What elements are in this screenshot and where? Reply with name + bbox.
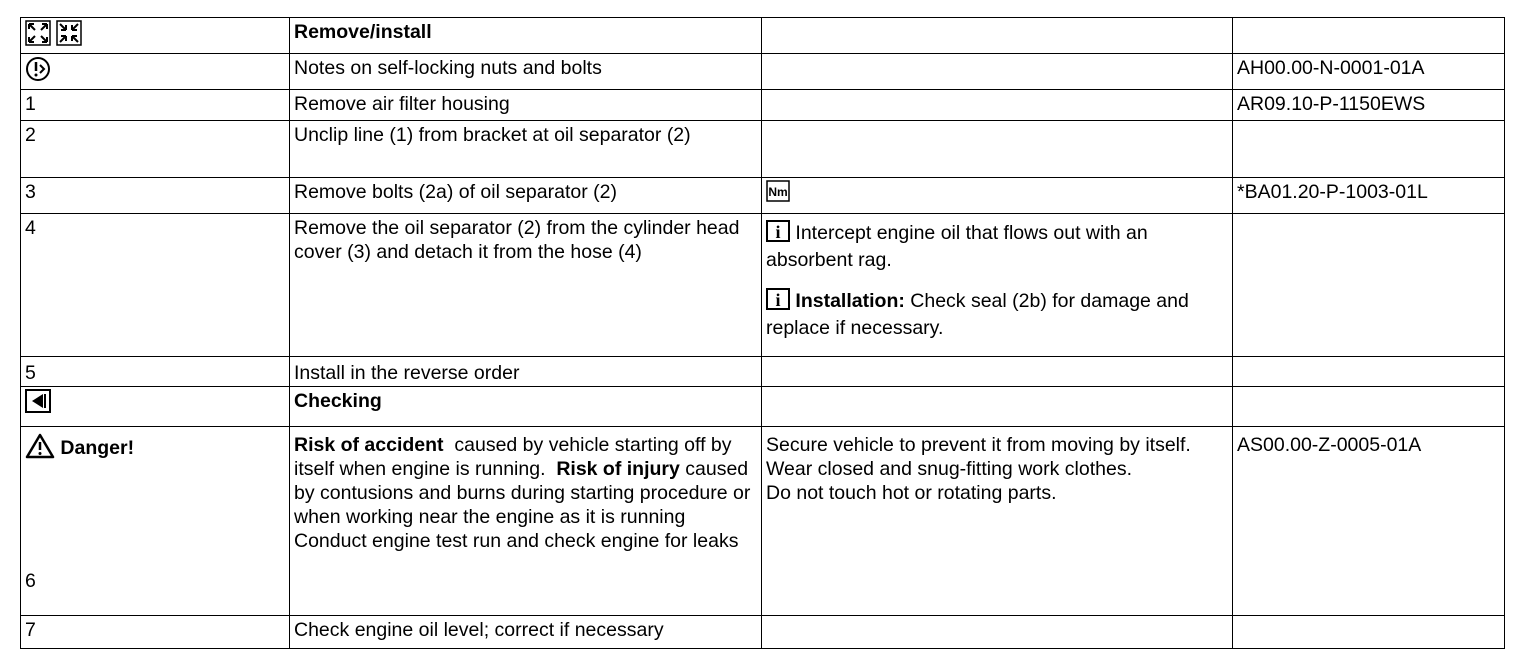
section-title: Remove/install — [290, 18, 762, 54]
install-icon — [56, 20, 82, 52]
table-row: 5 Install in the reverse order — [21, 357, 1505, 387]
table-row: 1 Remove air filter housing AR09.10-P-1150EWS — [21, 90, 1505, 121]
table-row: 3 Remove bolts (2a) of oil separator (2) Nm *BA01.20-P-1003-01L — [21, 178, 1505, 214]
table-row — [21, 387, 1505, 427]
section-title: Checking — [290, 387, 762, 427]
table-row: Danger! Risk of accident caused by vehicle starting off by itself when engine is running. Risk of injury caused by contusions and burns during starting procedure or when working near the engine as it is running Conduct engine test run and check engine for leaks Secure vehicle to prevent it from moving by itself. Wear closed and snug-fitting work clothes. Do not touch hot or rotating parts. AS00.00-Z-0005-01A — [21, 427, 1505, 616]
danger-triangle-icon — [25, 433, 55, 465]
info-note: i Installation: Check seal (2b) for damage and replace if necessary. — [766, 290, 1189, 339]
table-row: Notes on self-locking nuts and bolts AH00.00-N-0001-01A — [21, 54, 1505, 90]
reference-link[interactable]: AS00.00-Z-0005-01A — [1233, 427, 1505, 616]
table-row: 4 Remove the oil separator (2) from the cylinder head cover (3) and detach it from the hose (4) i Intercept engine oil that flows out with an absorbent rag. i Installation: Check seal (2b) for damage and replace if necessary. — [21, 214, 1505, 357]
self-locking-note-icon — [25, 56, 51, 88]
reference-link[interactable]: AR09.10-P-1150EWS — [1233, 90, 1505, 121]
remove-icon — [25, 20, 51, 52]
svg-text:i: i — [775, 222, 781, 242]
checking-icon — [25, 389, 51, 419]
danger-label: Danger! — [60, 437, 135, 460]
step-text: Conduct engine test run and check engine for leaks — [294, 530, 739, 552]
table-row: 7 Check engine oil level; correct if necessary — [21, 616, 1505, 649]
reference-link[interactable]: *BA01.20-P-1003-01L — [1233, 178, 1505, 214]
risk-text: Risk of accident caused by vehicle starting off by itself when engine is running. Risk of injury caused by contusions and burns during starting procedure or when working near the engine as it is running — [294, 434, 751, 528]
info-note: i Intercept engine oil that flows out with an absorbent rag. — [766, 222, 1148, 271]
procedure-table — [20, 17, 1505, 649]
table-row: 2 Unclip line (1) from bracket at oil separator (2) — [21, 121, 1505, 178]
torque-nm-label: Nm — [768, 185, 788, 199]
step-number: 6 — [25, 570, 36, 592]
torque-nm-icon[interactable] — [766, 180, 790, 208]
table-row — [21, 18, 1505, 54]
info-icon — [766, 220, 790, 248]
reference-link[interactable]: AH00.00-N-0001-01A — [1233, 54, 1505, 90]
svg-text:i: i — [775, 290, 781, 310]
info-icon — [766, 288, 790, 316]
